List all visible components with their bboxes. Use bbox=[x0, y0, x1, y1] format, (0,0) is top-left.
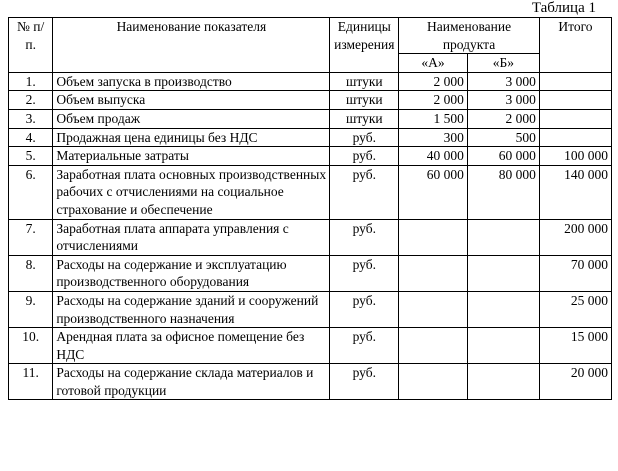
header-unit: Единицы измерения bbox=[330, 18, 399, 73]
row-value-total bbox=[539, 72, 611, 91]
row-unit: руб. bbox=[330, 165, 399, 219]
row-indicator-name: Объем запуска в производство bbox=[53, 72, 330, 91]
row-value-b bbox=[467, 364, 539, 400]
table-row bbox=[9, 91, 612, 110]
row-unit: руб. bbox=[330, 147, 399, 166]
table-caption: Таблица 1 bbox=[531, 0, 596, 16]
row-value-b bbox=[467, 255, 539, 291]
row-value-b: 3 000 bbox=[467, 72, 539, 91]
row-unit: штуки bbox=[330, 72, 399, 91]
row-value-total bbox=[539, 128, 611, 147]
row-number: 9. bbox=[9, 291, 53, 327]
table-row bbox=[9, 255, 612, 291]
row-value-b bbox=[467, 291, 539, 327]
row-indicator-name: Заработная плата основных производственных рабочих с отчислениями на социальное страхование и обеспечение bbox=[53, 165, 330, 219]
header-product-b: «Б» bbox=[467, 54, 539, 73]
header-row bbox=[9, 18, 612, 54]
header-total: Итого bbox=[539, 18, 611, 73]
row-number: 10. bbox=[9, 328, 53, 364]
row-value-b bbox=[467, 219, 539, 255]
table-row bbox=[9, 128, 612, 147]
header-name: Наименование показателя bbox=[53, 18, 330, 73]
row-number: 2. bbox=[9, 91, 53, 110]
table-row bbox=[9, 72, 612, 91]
row-indicator-name: Расходы на содержание и эксплуатацию производственного оборудования bbox=[53, 255, 330, 291]
row-indicator-name: Материальные затраты bbox=[53, 147, 330, 166]
row-value-total: 15 000 bbox=[539, 328, 611, 364]
row-value-a: 1 500 bbox=[399, 109, 468, 128]
table-row bbox=[9, 147, 612, 166]
header-product: Наименование продукта bbox=[399, 18, 540, 54]
row-number: 4. bbox=[9, 128, 53, 147]
row-value-a: 60 000 bbox=[399, 165, 468, 219]
row-value-a bbox=[399, 219, 468, 255]
row-number: 8. bbox=[9, 255, 53, 291]
row-unit: руб. bbox=[330, 364, 399, 400]
row-unit: руб. bbox=[330, 328, 399, 364]
row-value-a bbox=[399, 291, 468, 327]
row-number: 11. bbox=[9, 364, 53, 400]
row-value-b: 2 000 bbox=[467, 109, 539, 128]
row-value-a: 2 000 bbox=[399, 91, 468, 110]
row-value-total bbox=[539, 109, 611, 128]
row-number: 1. bbox=[9, 72, 53, 91]
indicators-table bbox=[8, 17, 612, 400]
row-value-a: 300 bbox=[399, 128, 468, 147]
row-value-b: 80 000 bbox=[467, 165, 539, 219]
header-product-a: «А» bbox=[399, 54, 468, 73]
row-value-total: 70 000 bbox=[539, 255, 611, 291]
row-value-b: 500 bbox=[467, 128, 539, 147]
table-row bbox=[9, 109, 612, 128]
row-indicator-name: Расходы на содержание склада материалов и готовой продукции bbox=[53, 364, 330, 400]
table-row bbox=[9, 165, 612, 219]
row-value-a bbox=[399, 255, 468, 291]
row-value-b: 60 000 bbox=[467, 147, 539, 166]
row-value-total: 140 000 bbox=[539, 165, 611, 219]
header-num: № п/п. bbox=[9, 18, 53, 73]
row-value-a bbox=[399, 328, 468, 364]
row-value-total: 25 000 bbox=[539, 291, 611, 327]
row-indicator-name: Арендная плата за офисное помещение без НДС bbox=[53, 328, 330, 364]
row-unit: руб. bbox=[330, 255, 399, 291]
table-body bbox=[9, 72, 612, 400]
row-value-total: 100 000 bbox=[539, 147, 611, 166]
row-number: 5. bbox=[9, 147, 53, 166]
row-number: 6. bbox=[9, 165, 53, 219]
row-value-total: 20 000 bbox=[539, 364, 611, 400]
row-unit: руб. bbox=[330, 291, 399, 327]
row-value-a: 40 000 bbox=[399, 147, 468, 166]
row-value-total: 200 000 bbox=[539, 219, 611, 255]
row-unit: штуки bbox=[330, 91, 399, 110]
row-indicator-name: Объем продаж bbox=[53, 109, 330, 128]
row-indicator-name: Расходы на содержание зданий и сооружений производственного назначения bbox=[53, 291, 330, 327]
row-unit: руб. bbox=[330, 128, 399, 147]
row-value-a bbox=[399, 364, 468, 400]
table-row bbox=[9, 291, 612, 327]
table-row bbox=[9, 328, 612, 364]
row-value-total bbox=[539, 91, 611, 110]
row-unit: штуки bbox=[330, 109, 399, 128]
row-value-a: 2 000 bbox=[399, 72, 468, 91]
table-row bbox=[9, 219, 612, 255]
row-value-b bbox=[467, 328, 539, 364]
row-number: 3. bbox=[9, 109, 53, 128]
row-value-b: 3 000 bbox=[467, 91, 539, 110]
row-indicator-name: Продажная цена единицы без НДС bbox=[53, 128, 330, 147]
row-unit: руб. bbox=[330, 219, 399, 255]
row-indicator-name: Заработная плата аппарата управления с отчислениями bbox=[53, 219, 330, 255]
row-number: 7. bbox=[9, 219, 53, 255]
table-row bbox=[9, 364, 612, 400]
row-indicator-name: Объем выпуска bbox=[53, 91, 330, 110]
